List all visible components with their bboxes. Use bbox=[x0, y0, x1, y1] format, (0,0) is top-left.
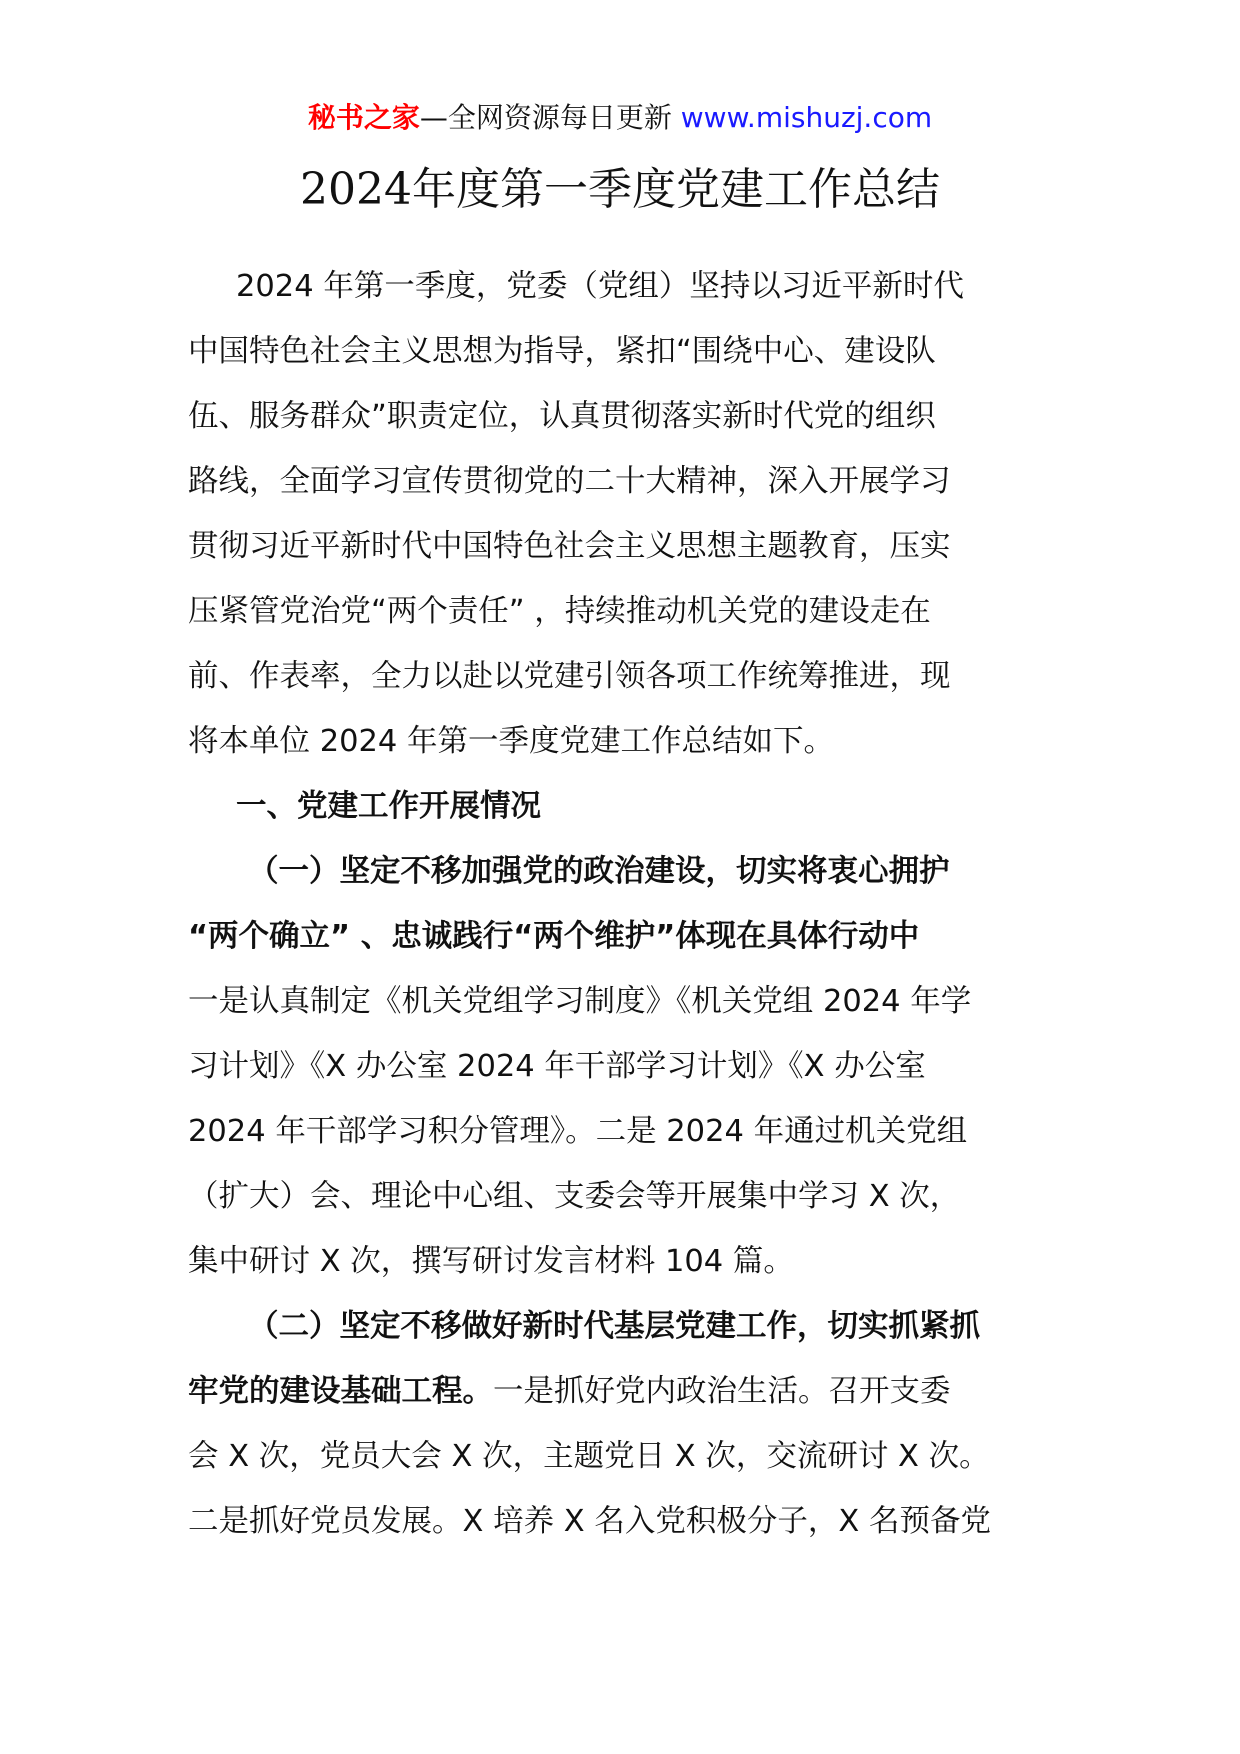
document-body bbox=[188, 254, 1054, 1554]
site-url-link[interactable]: www.mishuzj.com bbox=[680, 101, 933, 134]
subsection-heading: （一）坚定不移加强党的政治建设，切实将衷心拥护 bbox=[248, 854, 950, 889]
paragraph-line: 一是认真制定《机关党组学习制度》《机关党组 2024 年学 bbox=[188, 984, 972, 1019]
paragraph-line: 中国特色社会主义思想为指导，紧扣“围绕中心、建设队 bbox=[188, 334, 936, 369]
paragraph-line: 前、作表率，全力以赴以党建引领各项工作统筹推进，现 bbox=[188, 659, 951, 694]
brand-name: 秘书之家 bbox=[307, 101, 420, 134]
paragraph-line: 二是抓好党员发展。X 培养 X 名入党积极分子，X 名预备党 bbox=[188, 1504, 991, 1539]
paragraph-text: 一是抓好党内政治生活。召开支委 bbox=[493, 1374, 951, 1409]
title-text: 年度第一季度党建工作总结 bbox=[411, 164, 940, 215]
paragraph-line: 2024 年第一季度，党委（党组）坚持以习近平新时代 bbox=[236, 269, 964, 304]
paragraph-line: 将本单位 2024 年第一季度党建工作总结如下。 bbox=[188, 724, 835, 759]
paragraph-line: 2024 年干部学习积分管理》。二是 2024 年通过机关党组 bbox=[188, 1114, 968, 1149]
header-slogan: —全网资源每日更新 bbox=[419, 101, 681, 134]
paragraph-line: 集中研讨 X 次，撰写研讨发言材料 104 篇。 bbox=[188, 1244, 794, 1279]
site-header bbox=[0, 98, 1240, 138]
subsection-heading: “两个确立” 、忠诚践行“两个维护”体现在具体行动中 bbox=[188, 919, 920, 954]
paragraph-line bbox=[188, 1359, 1054, 1424]
title-year: 2024 bbox=[300, 164, 412, 215]
subsection-heading: （二）坚定不移做好新时代基层党建工作，切实抓紧抓 bbox=[248, 1309, 980, 1344]
paragraph-line: 贯彻习近平新时代中国特色社会主义思想主题教育，压实 bbox=[188, 529, 951, 564]
paragraph-line: （扩大）会、理论中心组、支委会等开展集中学习 X 次， bbox=[188, 1179, 961, 1214]
paragraph-line: 会 X 次，党员大会 X 次，主题党日 X 次，交流研讨 X 次。 bbox=[188, 1439, 990, 1474]
paragraph-line: 压紧管党治党“两个责任” ，持续推动机关党的建设走在 bbox=[188, 594, 931, 629]
paragraph-line: 习计划》《X 办公室 2024 年干部学习计划》《X 办公室 bbox=[188, 1049, 926, 1084]
section-heading: 一、党建工作开展情况 bbox=[236, 789, 541, 824]
document-title bbox=[0, 158, 1240, 222]
paragraph-line: 伍、服务群众”职责定位，认真贯彻落实新时代党的组织 bbox=[188, 399, 936, 434]
paragraph-line: 路线，全面学习宣传贯彻党的二十大精神，深入开展学习 bbox=[188, 464, 951, 499]
subsection-heading-tail: 牢党的建设基础工程。 bbox=[188, 1374, 493, 1409]
